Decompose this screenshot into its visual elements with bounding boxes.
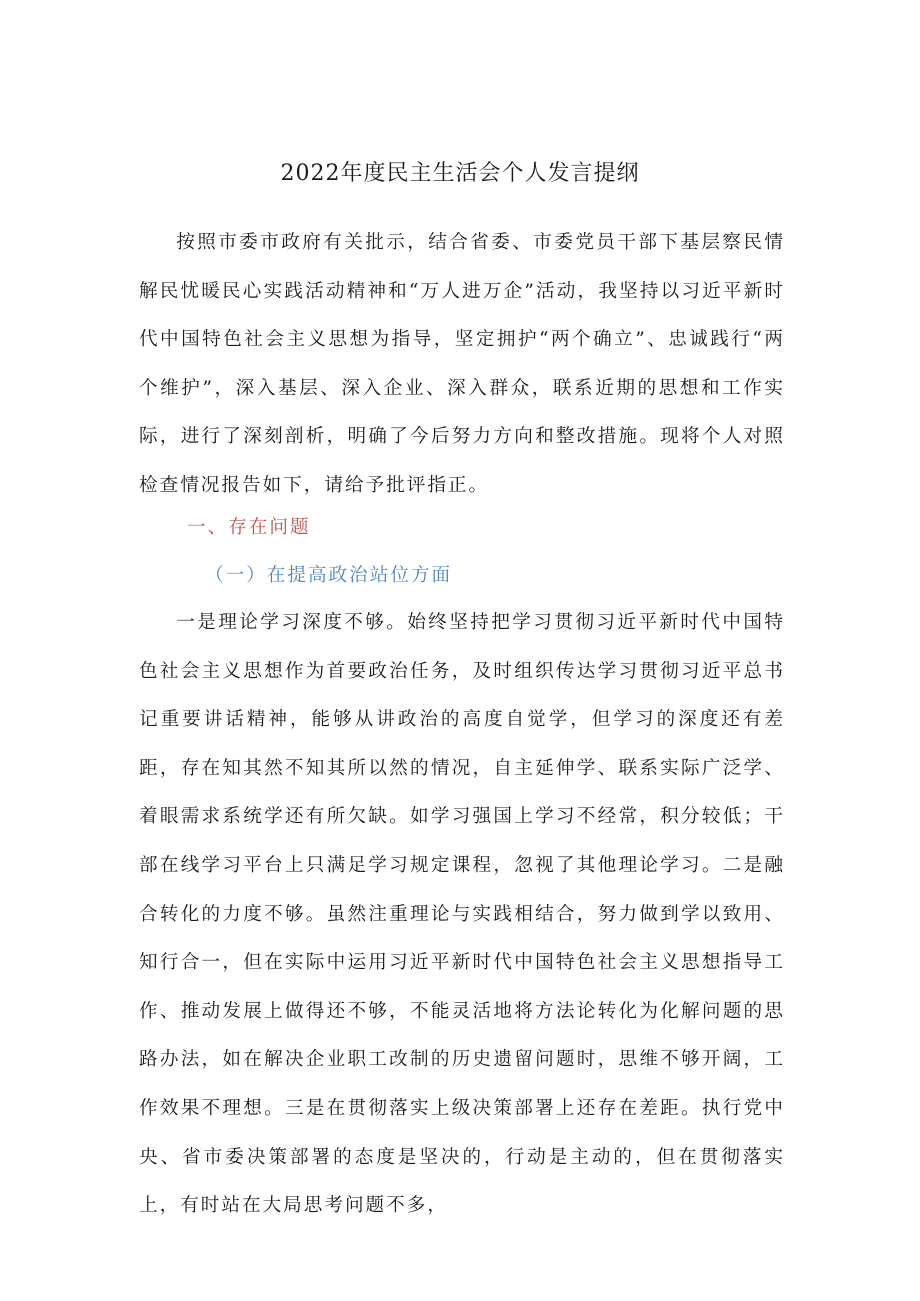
body-paragraph: 一是理论学习深度不够。始终坚持把学习贯彻习近平新时代中国特色社会主义思想作为首要政治任务，及时组织传达学习贯彻习近平总书记重要讲话精神，能够从讲政治的高度自觉学，但学习的深度还有差距，存在知其然不知其所以然的情况，自主延伸学、联系实际广泛学、着眼需求系统学还有所欠缺。如学习强国上学习不经常，积分较低；干部在线学习平台上只满足学习规定课程，忽视了其他理论学习。二是融合转化的力度不够。虽然注重理论与实践相结合，努力做到学以致用、知行合一，但在实际中运用习近平新时代中国特色社会主义思想指导工作、推动发展上做得还不够，不能灵活地将方法论转化为化解问题的思路办法，如在解决企业职工改制的历史遗留问题时，思维不够开阔，工作效果不理想。三是在贯彻落实上级决策部署上还存在差距。执行党中央、省市委决策部署的态度是坚决的，行动是主动的，但在贯彻落实上，有时站在大局思考问题不多， [139,612,785,1217]
intro-paragraph: 按照市委市政府有关批示，结合省委、市委党员干部下基层察民情解民忧暖民心实践活动精神和“万人进万企”活动，我坚持以习近平新时代中国特色社会主义思想为指导，坚定拥护“两个确立”、忠诚践行“两个维护”，深入基层、深入企业、深入群众，联系近期的思想和工作实际，进行了深刻剖析，明确了今后努力方向和整改措施。现将个人对照检查情况报告如下，请给予批评指正。 [139,232,785,496]
subsection-heading: （一）在提高政治站位方面 [205,565,453,586]
section-heading: 一、存在问题 [187,517,311,538]
document-title: 2022年度民主生活会个人发言提纲 [280,161,640,186]
